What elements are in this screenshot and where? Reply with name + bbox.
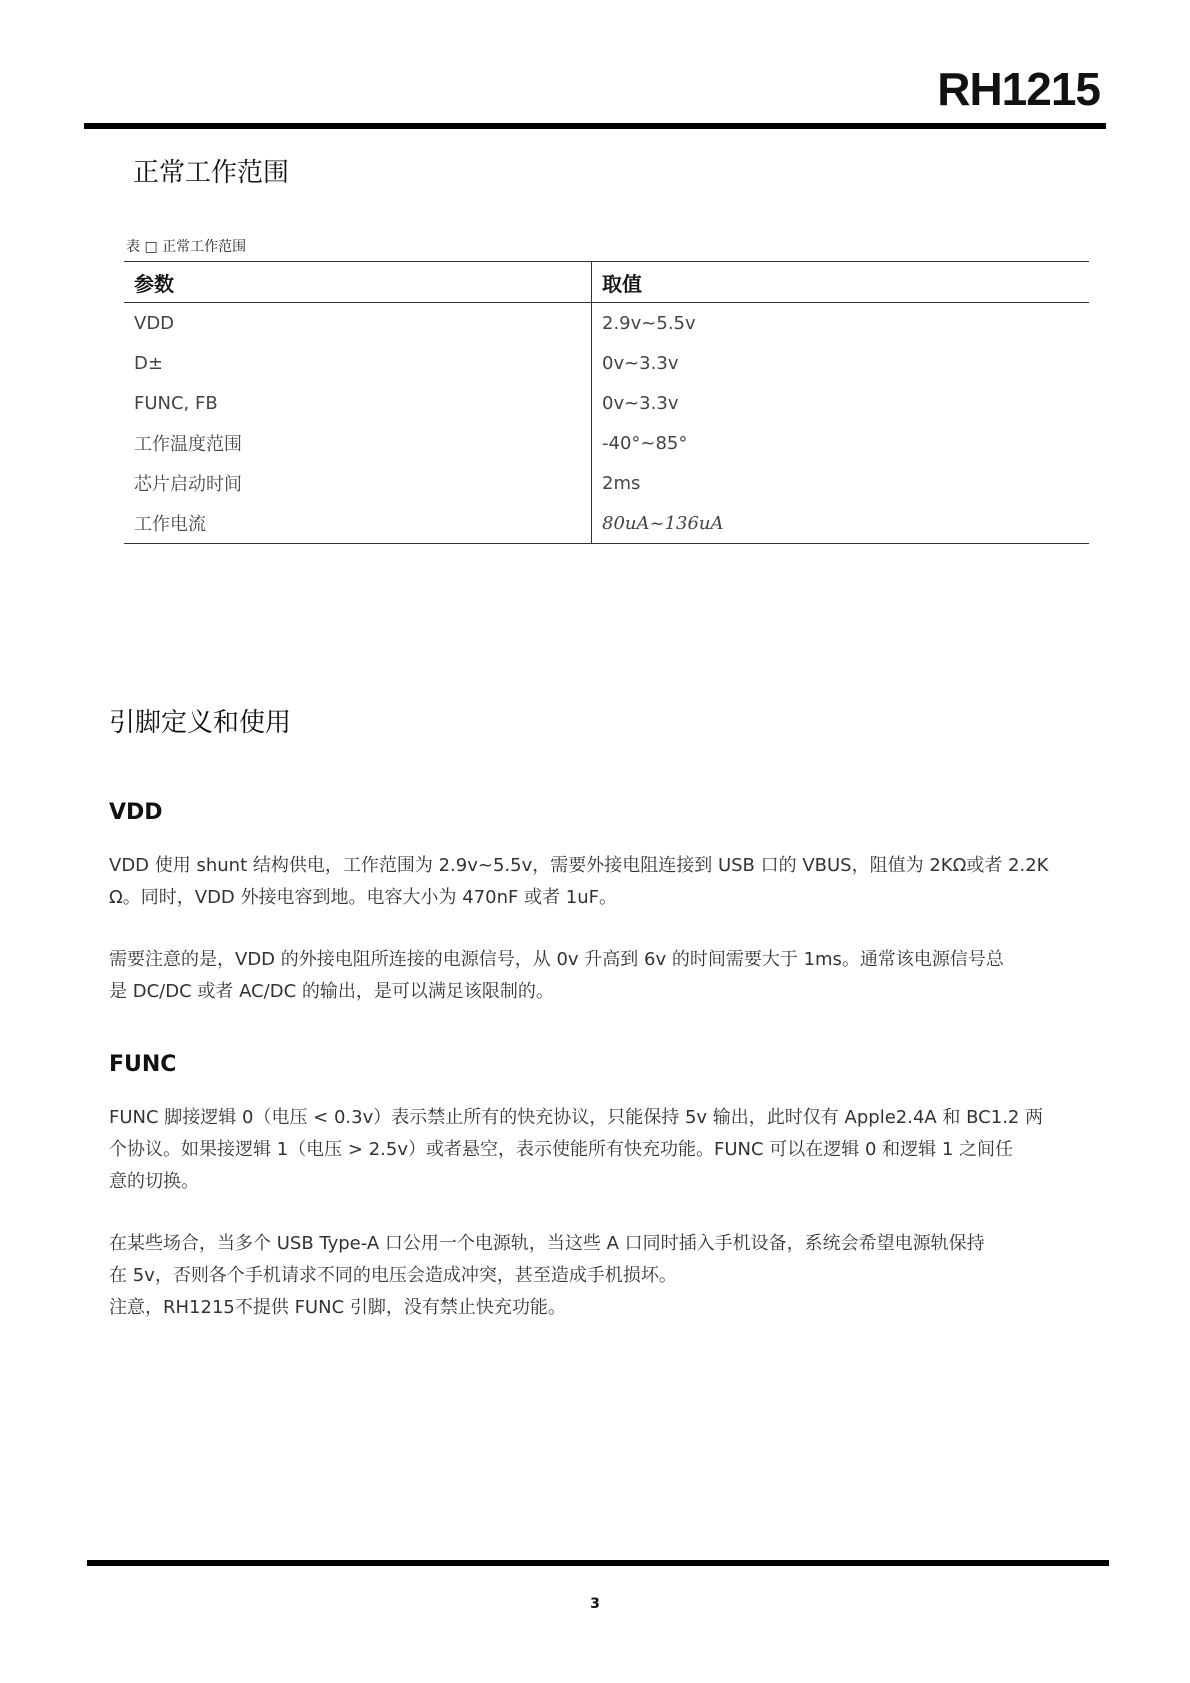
page-number: 3 [590, 1596, 600, 1612]
param-cell: 工作温度范围 [124, 423, 592, 463]
text-line: 是 DC/DC 或者 AC/DC 的输出，是可以满足该限制的。 [109, 981, 554, 1002]
func-paragraph-2 [109, 1228, 1084, 1324]
text-line: 在 5v，否则各个手机请求不同的电压会造成冲突，甚至造成手机损坏。 [109, 1265, 677, 1286]
text-line: Ω。同时，VDD 外接电容到地。电容大小为 470nF 或者 1uF。 [109, 887, 618, 908]
footer-rule [87, 1560, 1109, 1566]
text-line: 需要注意的是，VDD 的外接电阻所连接的电源信号，从 0v 升高到 6v 的时间需要大于 1ms。通常该电源信号总 [109, 949, 1004, 970]
header-parameter: 参数 [124, 262, 592, 303]
table-header-row [124, 262, 1089, 303]
param-cell: 工作电流 [124, 503, 592, 544]
param-cell: D± [124, 343, 592, 383]
table-row [124, 423, 1089, 463]
table-row [124, 503, 1089, 544]
value-cell: 0v~3.3v [602, 352, 679, 374]
operating-range-table [124, 261, 1089, 544]
param-cell: VDD [124, 303, 592, 344]
table-row [124, 463, 1089, 503]
value-cell: 2.9v~5.5v [602, 312, 696, 334]
header-value: 取值 [592, 262, 1090, 303]
subsection-heading-vdd: VDD [109, 800, 163, 825]
func-paragraph-1 [109, 1102, 1084, 1198]
text-line: 注意，RH1215不提供 FUNC 引脚，没有禁止快充功能。 [109, 1297, 566, 1318]
text-line: 意的切换。 [109, 1171, 199, 1192]
vdd-paragraph-2 [109, 944, 1084, 1008]
text-line: FUNC 脚接逻辑 0（电压 < 0.3v）表示禁止所有的快充协议，只能保持 5v 输出，此时仅有 Apple2.4A 和 BC1.2 两 [109, 1107, 1044, 1128]
section-title-pin-definition: 引脚定义和使用 [109, 708, 292, 738]
text-line: 个协议。如果接逻辑 1（电压 > 2.5v）或者悬空，表示使能所有快充功能。FUNC 可以在逻辑 0 和逻辑 1 之间任 [109, 1139, 1014, 1160]
param-cell: 芯片启动时间 [124, 463, 592, 503]
value-cell: 80uA~136uA [592, 503, 1090, 544]
table-row [124, 383, 1089, 423]
text-line: VDD 使用 shunt 结构供电，工作范围为 2.9v~5.5v，需要外接电阻连接到 USB 口的 VBUS，阻值为 2KΩ或者 2.2K [109, 855, 1049, 876]
value-cell: 2ms [602, 472, 641, 494]
param-cell: FUNC, FB [124, 383, 592, 423]
text-line: 在某些场合，当多个 USB Type-A 口公用一个电源轨，当这些 A 口同时插入手机设备，系统会希望电源轨保持 [109, 1233, 985, 1254]
table-caption: 表 □ 正常工作范围 [126, 239, 247, 255]
section-title-operating-range: 正常工作范围 [133, 158, 290, 188]
value-cell: -40°~85° [602, 432, 688, 454]
header-rule [84, 123, 1106, 129]
value-cell: 0v~3.3v [602, 392, 679, 414]
subsection-heading-func: FUNC [109, 1052, 177, 1077]
table-row [124, 343, 1089, 383]
document-id: RH1215 [937, 63, 1100, 115]
vdd-paragraph-1 [109, 850, 1084, 914]
table-row [124, 303, 1089, 344]
